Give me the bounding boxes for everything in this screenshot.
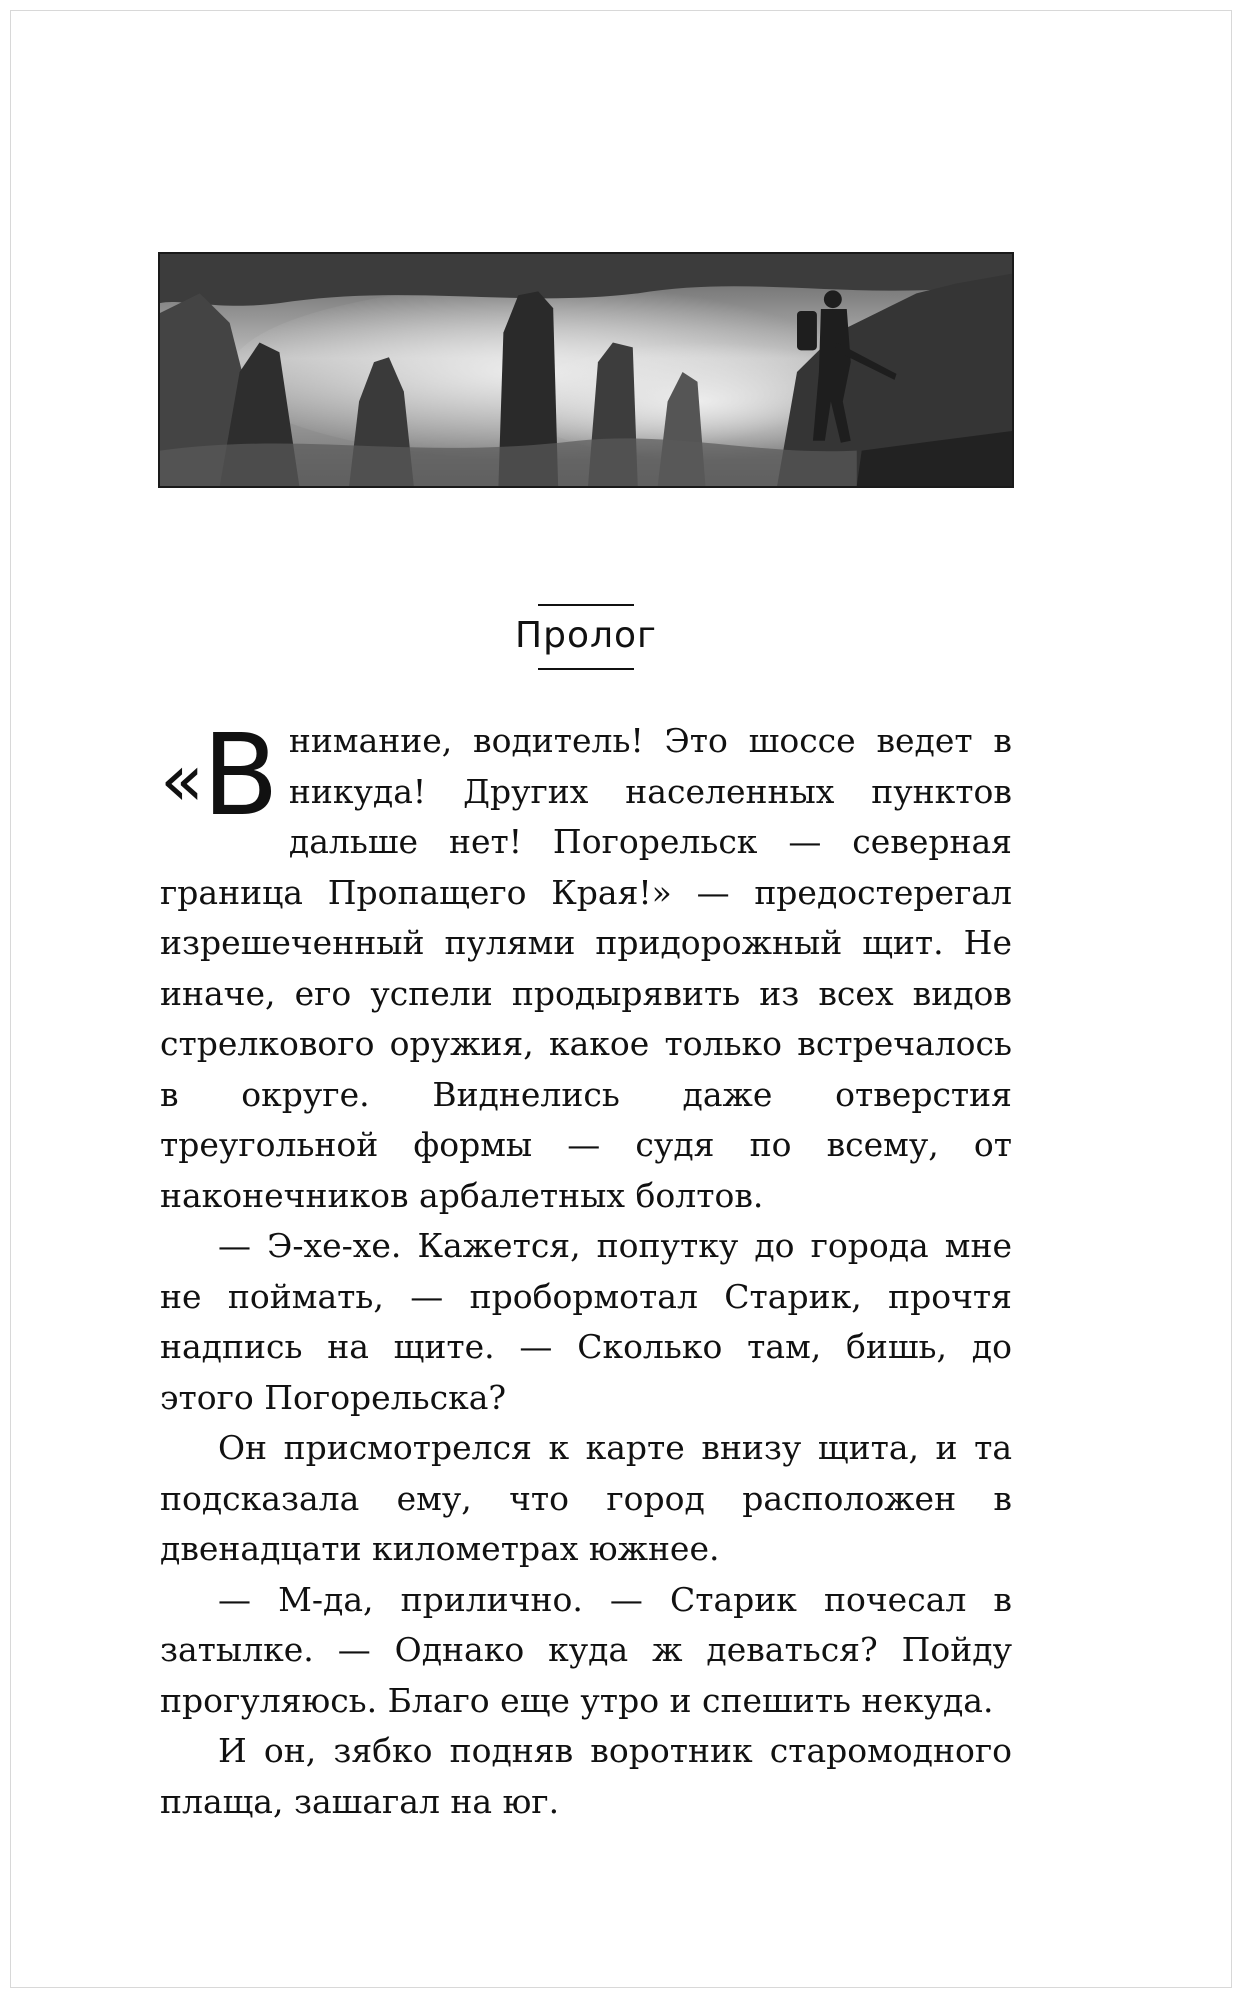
chapter-heading	[0, 604, 1172, 670]
heading-rule-top	[538, 604, 634, 606]
paragraph: И он, зябко подняв воротник старомодного плаща, зашагал на юг.	[160, 1731, 1012, 1821]
paragraph: — Э-хе-хе. Кажется, попутку до города мне не поймать, — пробормотал Старик, прочтя надпись на щите. — Сколько там, бишь, до этого Погорельска?	[160, 1226, 1012, 1417]
opening-paragraph-text: нимание, водитель! Это шоссе ведет в никуда! Других населенных пунктов дальше нет! Погорельск — северная граница Пропащего Края!» — предостерегал изрешеченный пулями придорожный щит. Не иначе, его успели продырявить из всех видов стрелкового оружия, какое только встречалось в округе. Виднелись даже отверстия треугольной формы — судя по всему, от наконечников арбалетных болтов.	[160, 721, 1012, 1215]
paragraph: — М-да, прилично. — Старик почесал в затылке. — Однако куда ж деваться? Пойду прогуляюсь. Благо еще утро и спешить некуда.	[160, 1579, 1012, 1720]
drop-cap	[160, 711, 279, 841]
illustration-image	[160, 254, 1012, 486]
paragraph: Он присмотрелся к карте внизу щита, и та подсказала ему, что город расположен в двенадцати километрах южнее.	[160, 1428, 1012, 1568]
drop-cap-letter: В	[202, 711, 279, 841]
drop-cap-quote: «	[160, 738, 205, 822]
chapter-title: Пролог	[515, 615, 657, 656]
heading-rule-bottom	[538, 668, 634, 670]
chapter-body	[160, 711, 1012, 1827]
opening-paragraph	[160, 711, 1012, 1221]
chapter-illustration	[158, 252, 1014, 488]
